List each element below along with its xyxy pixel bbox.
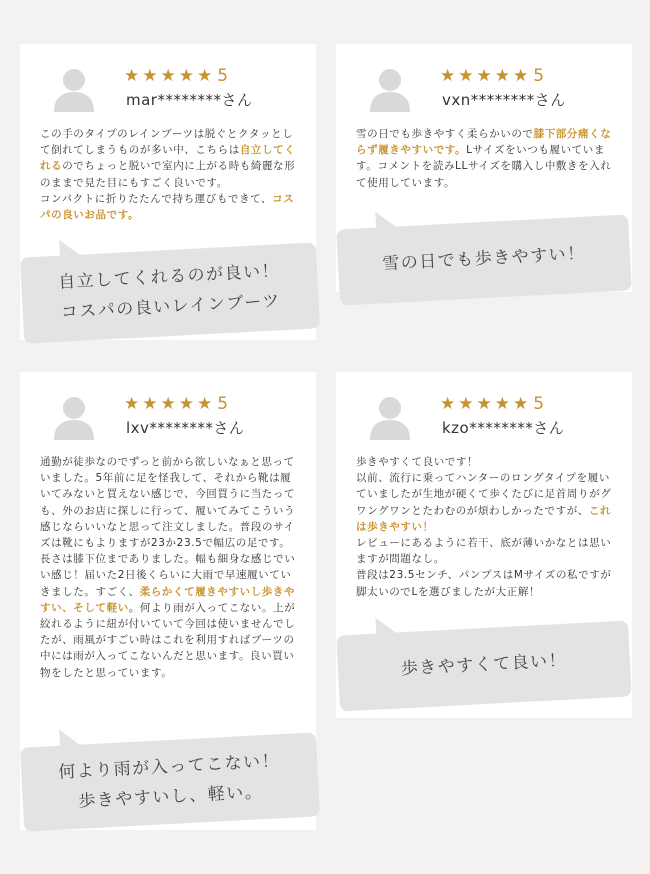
reviewer-name: vxn********さん — [442, 91, 566, 109]
summary-line: 何より雨が入ってこない！ — [57, 751, 281, 783]
review-text-run: 何より雨が入ってこない。上が絞れるように紐が付いていて今回は使いませんでしたが、雨風がすごい時はこれを利用すればブーツの中には雨が入ってこないんだと思います。良い買い物をしたと思っています。 — [40, 601, 296, 679]
rating-stars: ★★★★★ 5 — [124, 394, 229, 414]
review-text-run: 普段は23.5センチ、パンプスはMサイズの私ですが脚太いのでLを選びましたが大正解！ — [356, 569, 612, 598]
review-summary-bubble — [20, 242, 320, 343]
review-text-run: この手のタイプのレインブーツは脱ぐとクタッとして倒れてしまうものが多い中、こちらは — [40, 128, 294, 157]
rating-stars: ★★★★★ 5 — [440, 66, 545, 86]
summary-line: コスパの良いレインブーツ — [60, 291, 282, 323]
user-silhouette-icon — [366, 66, 414, 112]
review-text — [40, 454, 296, 681]
summary-line: 歩きやすくて良い！ — [400, 650, 568, 680]
reviewer-name: kzo********さん — [442, 419, 565, 437]
rating-stars: ★★★★★ 5 — [440, 394, 545, 414]
review-text-run: コンパクトに折りたたんで持ち運びもできて、 — [40, 192, 273, 205]
review-text — [356, 454, 612, 600]
review-text-run: Lサイズをいつも履いています。コメントを読みLLサイズを購入し中敷きを入れて使用しています。 — [356, 144, 612, 189]
review-header — [40, 64, 296, 126]
review-text-run: レビューにあるように若干、底が薄いかなとは思いますが問題なし。 — [356, 537, 612, 566]
review-text — [356, 126, 612, 191]
summary-line: 雪の日でも歩きやすい！ — [381, 243, 587, 275]
user-silhouette-icon — [366, 394, 414, 440]
review-header — [356, 64, 612, 126]
review-text-run: 雪の日でも歩きやすく柔らかいので — [356, 128, 534, 140]
reviewer-name: lxv********さん — [126, 419, 245, 437]
highlighted-text: 自立してくれる — [40, 144, 296, 173]
review-summary-bubble — [336, 620, 632, 711]
highlighted-text: これは歩きやすい！ — [356, 504, 612, 533]
review-summary-bubble — [20, 732, 320, 831]
reviewer-name: mar********さん — [126, 91, 253, 109]
highlighted-text: コスパの良いお品です。 — [40, 192, 295, 222]
summary-line: 歩きやすいし、軽い。 — [77, 782, 264, 812]
review-header — [356, 392, 612, 454]
review-header — [40, 392, 296, 454]
user-silhouette-icon — [50, 66, 98, 112]
rating-value: 5 — [533, 66, 545, 86]
review-text-run: のでちょっと脱いで室内に上がる時も綺麗な形のままで見た目にもすごく良いです。 — [40, 160, 296, 189]
rating-stars: ★★★★★ 5 — [124, 66, 229, 86]
rating-value: 5 — [217, 66, 229, 86]
highlighted-text: 柔らかくて履きやすいし歩きやすい、そして軽い。 — [40, 585, 296, 614]
review-text-run: 通勤が徒歩なのでずっと前から欲しいなぁと思っていました。5年前に足を怪我して、それから靴は履いてみないと買えない感じで、今回買うに当たっても、外のお店に探しに行って、履いてみてこういう感じならいいなと思って注文しました。普段のサイズは靴にもよりますが23か23.5で幅広の足です。長さは膝下位までありました。幅も細身な感じでいい感じ！届いた2日後くらいに大雨で早速履いていきました。すごく、 — [40, 456, 296, 598]
review-text-run: 以前、流行に乗ってハンターのロングタイプを履いていましたが生地が硬くて歩くたびに足首周りがグワングワンとたわむのが煩わしかったですが、 — [356, 472, 612, 517]
review-text — [40, 126, 296, 223]
rating-value: 5 — [533, 394, 545, 414]
summary-line: 自立してくれるのが良い！ — [57, 261, 281, 293]
rating-value: 5 — [217, 394, 229, 414]
user-silhouette-icon — [50, 394, 98, 440]
review-text-run: 歩きやすくて良いです！ — [356, 456, 479, 468]
highlighted-text: 膝下部分痛くならず履きやすいです。 — [356, 128, 612, 157]
review-summary-bubble — [336, 214, 632, 305]
